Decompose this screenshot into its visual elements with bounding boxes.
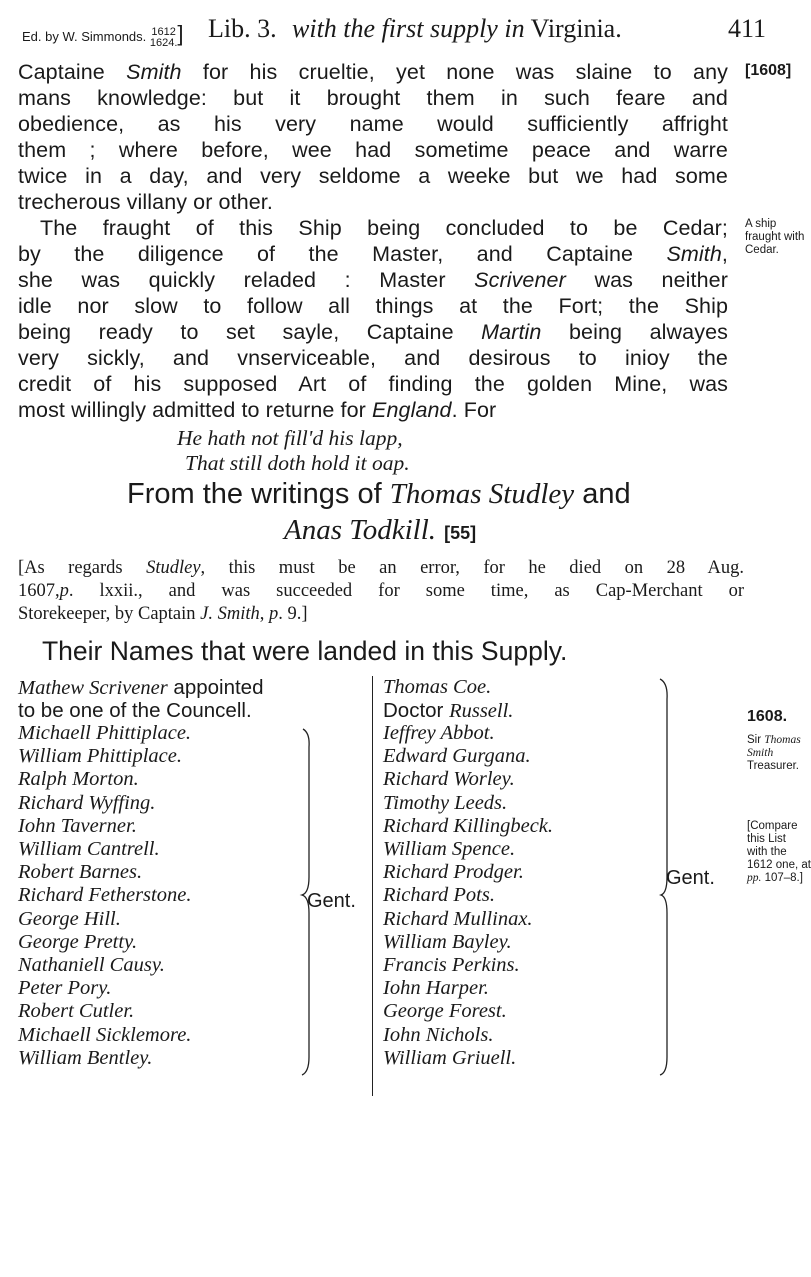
text-line: by the diligence of the Master, and Captaine Smith,: [18, 242, 728, 266]
list-item: George Hill.: [18, 907, 121, 930]
text-line: obedience, as his very name would sufficiently affright: [18, 112, 728, 136]
text-line: twice in a day, and very seldome a weeke but we had some: [18, 164, 728, 188]
list-item: Richard Worley.: [383, 768, 515, 791]
list-item: Richard Pots.: [383, 884, 495, 907]
section-heading: From the writings of Thomas Studley and: [127, 478, 631, 510]
editor-credit: Ed. by W. Simmonds. 1612 1624. ]: [22, 21, 184, 49]
council-line-2: to be one of the Councell.: [18, 699, 252, 722]
editor-years: 1612 1624.: [149, 25, 178, 49]
book-label: Lib. 3.: [208, 14, 277, 43]
list-item: Ieffrey Abbot.: [383, 722, 495, 744]
list-item: Nathaniell Causy.: [18, 954, 165, 976]
margin-year: [1608]: [745, 62, 792, 79]
list-item: Michaell Phittiplace.: [18, 722, 192, 744]
editor-prefix: Ed. by W. Simmonds.: [22, 29, 147, 44]
list-item: William Phittiplace.: [18, 745, 182, 768]
list-item: Richard Wyffing.: [18, 791, 156, 814]
council-line-1: Mathew Scrivener appointed: [18, 676, 264, 699]
text-line: trecherous villany or other.: [18, 190, 273, 214]
text-line: Captaine Smith for his crueltie, yet none was slaine to any: [18, 60, 728, 84]
list-item: Francis Perkins.: [383, 954, 520, 976]
text-line: being ready to set sayle, Captaine Martin being alwayes: [18, 320, 728, 344]
list-item: Edward Gurgana.: [383, 745, 531, 768]
list-item: Timothy Leeds.: [383, 791, 508, 814]
list-item: Iohn Harper.: [383, 977, 489, 1000]
list-item: Iohn Taverner.: [18, 814, 137, 837]
verse-line-2: That still doth hold it oap.: [185, 451, 410, 475]
text-line: idle nor slow to follow all things at the Fort; the Ship: [18, 294, 728, 318]
page-number: 411: [728, 14, 767, 43]
list-item: Richard Mullinax.: [383, 907, 533, 930]
list-item: George Forest.: [383, 1000, 507, 1023]
list-item: Michaell Sicklemore.: [18, 1023, 192, 1046]
margin-compare: [Compare this List with the 1612 one, at pp. 107–8.]: [747, 820, 811, 884]
list-item: William Griuell.: [383, 1046, 517, 1069]
list-item: Ralph Morton.: [18, 768, 139, 791]
note-line: Storekeeper, by Captain J. Smith, p. 9.]: [18, 604, 308, 624]
list-item: Richard Killingbeck.: [383, 814, 554, 837]
list-item: George Pretty.: [18, 930, 138, 953]
text-line: very sickly, and vnserviceable, and desirous to inioy the: [18, 346, 728, 370]
list-item: Richard Fetherstone.: [18, 884, 192, 907]
gent-label-right: Gent.: [666, 867, 715, 889]
list-item: William Cantrell.: [18, 838, 160, 860]
text-line: mans knowledge: but it brought them in such feare and: [18, 86, 728, 110]
margin-note-ship: A ship fraught with Cedar.: [745, 218, 805, 256]
verse-line-1: He hath not fill'd his lapp,: [177, 426, 403, 450]
right-name-doctor: Doctor Russell.: [383, 699, 514, 722]
section-heading-line-2: Anas Todkill. [55]: [284, 514, 477, 546]
note-line: [As regards Studley, this must be an error, for he died on 28 Aug.: [18, 558, 744, 578]
text-line: The fraught of this Ship being concluded to be Cedar;: [40, 216, 728, 240]
list-item: Robert Barnes.: [18, 861, 143, 884]
list-item: Robert Cutler.: [18, 1000, 135, 1023]
note-line: 1607,p. lxxii., and was succeeded for some time, as Cap-Merchant or: [18, 581, 744, 601]
text-line: most willingly admitted to returne for England. For: [18, 398, 497, 422]
text-line: she was quickly reladed : Master Scrivener was neither: [18, 268, 728, 292]
running-title: with the first supply in Virginia.: [292, 14, 622, 43]
list-item: William Spence.: [383, 838, 516, 860]
text-line: credit of his supposed Art of finding the golden Mine, was: [18, 372, 728, 396]
list-item: Iohn Nichols.: [383, 1023, 494, 1046]
gent-label-left: Gent.: [307, 890, 356, 912]
list-item: Richard Prodger.: [383, 861, 524, 884]
list-item: Peter Pory.: [18, 977, 112, 1000]
list-heading: Their Names that were landed in this Supply.: [42, 636, 568, 666]
list-item: William Bayley.: [383, 930, 512, 953]
margin-1608: 1608.: [747, 708, 788, 725]
text-line: them ; where before, wee had sometime peace and warre: [18, 138, 728, 162]
column-divider: [372, 676, 373, 1096]
right-name-first: Thomas Coe.: [383, 676, 492, 698]
list-item: William Bentley.: [18, 1046, 153, 1069]
margin-treasurer: Sir Thomas Smith Treasurer.: [747, 734, 801, 772]
